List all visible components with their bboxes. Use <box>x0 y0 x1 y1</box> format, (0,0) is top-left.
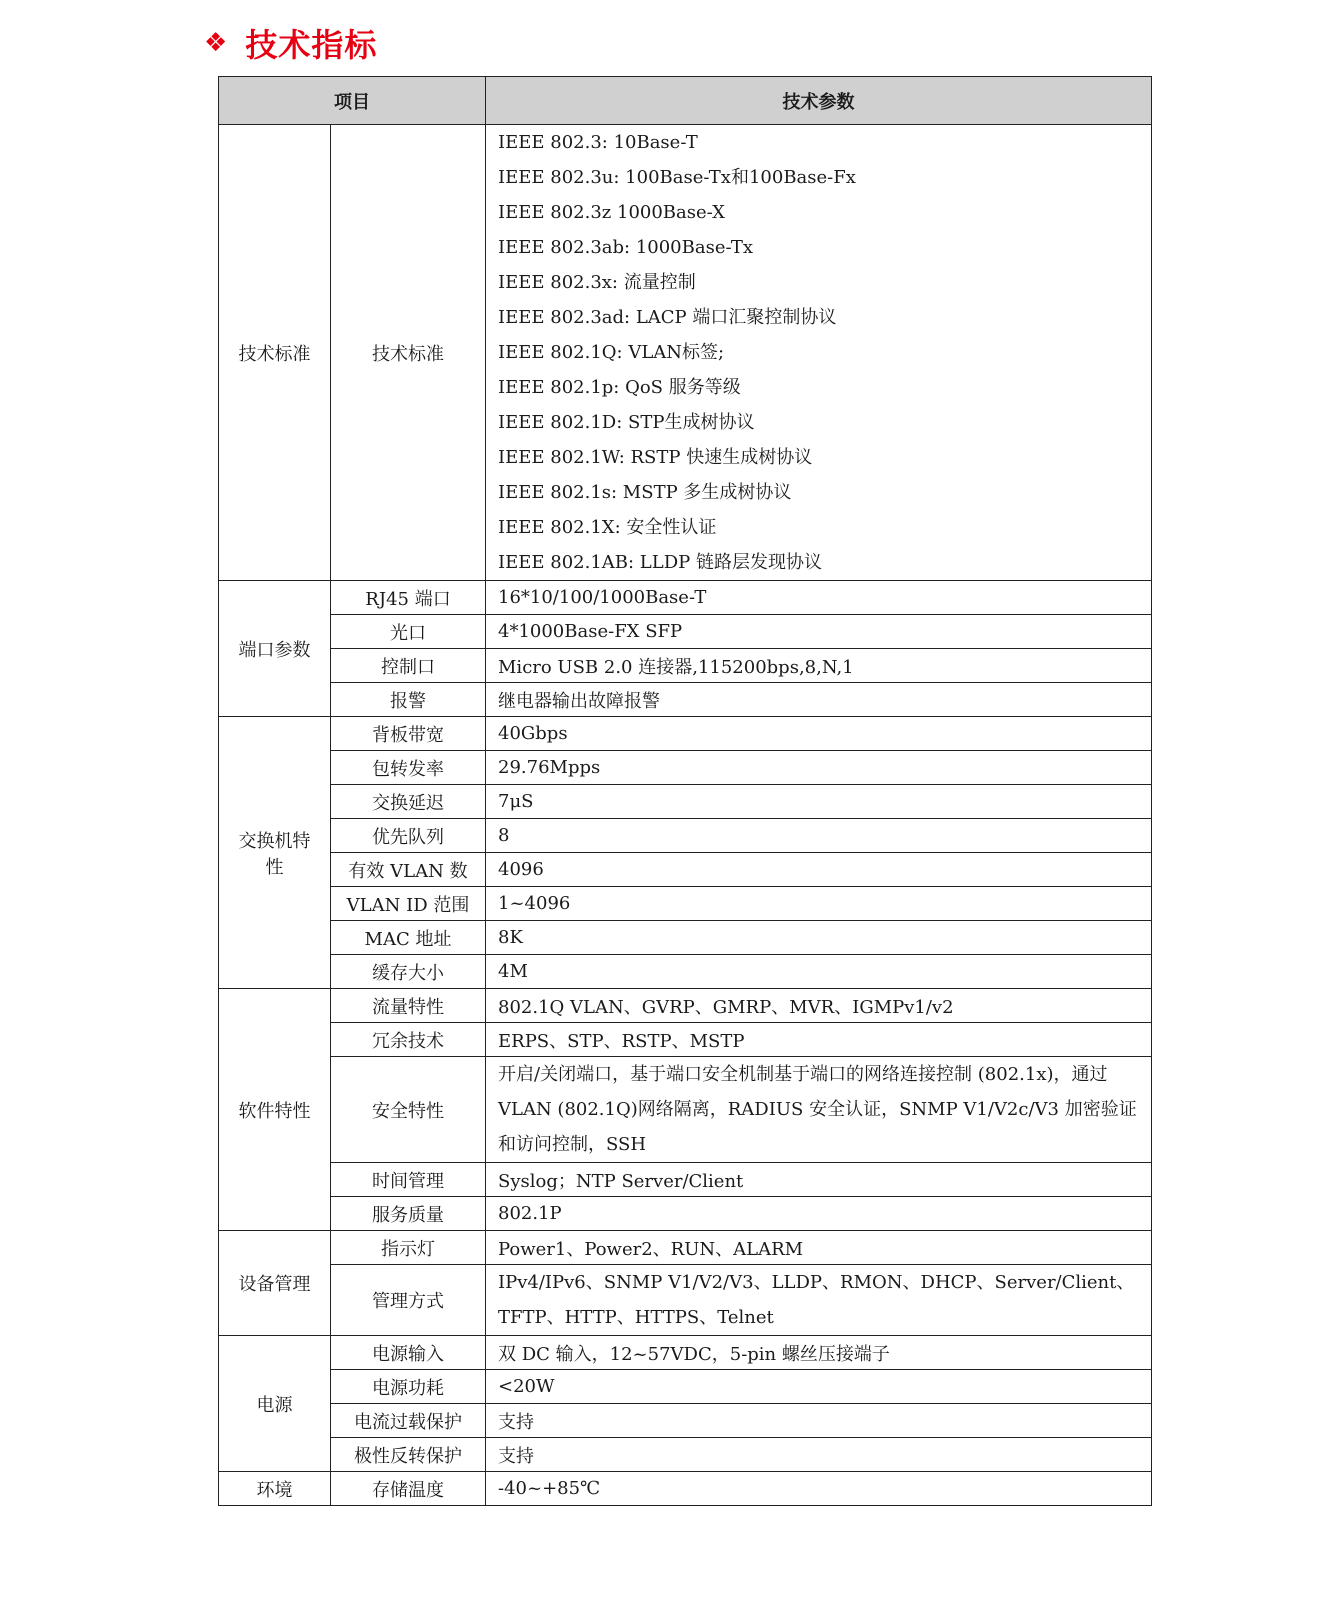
item-cell: 极性反转保护 <box>331 1438 486 1472</box>
table-row <box>219 819 1152 853</box>
standard-line: IEEE 802.1Q: VLAN标签; <box>498 342 725 363</box>
table-row <box>219 1265 1152 1336</box>
table-row <box>219 683 1152 717</box>
standard-line: IEEE 802.3z 1000Base-X <box>498 202 725 223</box>
category-cell: 软件特性 <box>219 989 331 1231</box>
value-cell: 802.1Q VLAN、GVRP、GMRP、MVR、IGMPv1/v2 <box>486 989 1152 1023</box>
table-row <box>219 649 1152 683</box>
value-cell: 16*10/100/1000Base-T <box>486 581 1152 615</box>
table-row <box>219 853 1152 887</box>
value-cell: 支持 <box>486 1404 1152 1438</box>
value-cell: 40Gbps <box>486 717 1152 751</box>
item-cell: MAC 地址 <box>331 921 486 955</box>
table-row <box>219 125 1152 581</box>
value-cell: Syslog；NTP Server/Client <box>486 1163 1152 1197</box>
item-cell: 控制口 <box>331 649 486 683</box>
value-cell: 开启/关闭端口，基于端口安全机制基于端口的网络连接控制 (802.1x)，通过 VLAN (802.1Q)网络隔离，RADIUS 安全认证，SNMP V1/V2c/V3 加密验证和访问控制，SSH <box>486 1057 1152 1163</box>
value-cell: <20W <box>486 1370 1152 1404</box>
diamond-bullet-icon: ❖ <box>204 28 228 58</box>
table-row <box>219 751 1152 785</box>
value-cell: IPv4/IPv6、SNMP V1/V2/V3、LLDP、RMON、DHCP、Server/Client、TFTP、HTTP、HTTPS、Telnet <box>486 1265 1152 1336</box>
table-header-row <box>219 77 1152 125</box>
item-cell: 交换延迟 <box>331 785 486 819</box>
item-cell: 背板带宽 <box>331 717 486 751</box>
category-cell: 环境 <box>219 1472 331 1506</box>
value-cell: Power1、Power2、RUN、ALARM <box>486 1231 1152 1265</box>
standard-line: IEEE 802.1X: 安全性认证 <box>498 517 717 538</box>
item-cell: 流量特性 <box>331 989 486 1023</box>
item-cell: 有效 VLAN 数 <box>331 853 486 887</box>
item-cell: 管理方式 <box>331 1265 486 1336</box>
standard-line: IEEE 802.3x: 流量控制 <box>498 272 696 293</box>
item-cell: 技术标准 <box>331 125 486 581</box>
item-cell: 电源功耗 <box>331 1370 486 1404</box>
item-cell: 时间管理 <box>331 1163 486 1197</box>
value-cell: 8 <box>486 819 1152 853</box>
table-row <box>219 1472 1152 1506</box>
category-cell: 端口参数 <box>219 581 331 717</box>
value-cell: 7μS <box>486 785 1152 819</box>
section-title: 技术指标 <box>245 26 378 64</box>
item-cell: 包转发率 <box>331 751 486 785</box>
spec-table <box>218 76 1152 1506</box>
standard-line: IEEE 802.3u: 100Base-Tx和100Base-Fx <box>498 167 856 188</box>
header-param: 技术参数 <box>486 77 1152 125</box>
value-cell: 4*1000Base-FX SFP <box>486 615 1152 649</box>
value-cell: 1~4096 <box>486 887 1152 921</box>
value-cell: 4M <box>486 955 1152 989</box>
standard-line: IEEE 802.1D: STP生成树协议 <box>498 412 755 433</box>
table-row <box>219 1438 1152 1472</box>
section-heading <box>204 18 377 68</box>
table-row <box>219 1370 1152 1404</box>
table-row <box>219 955 1152 989</box>
value-cell: 支持 <box>486 1438 1152 1472</box>
standard-line: IEEE 802.3: 10Base-T <box>498 132 698 153</box>
header-item: 项目 <box>219 77 486 125</box>
category-cell: 技术标准 <box>219 125 331 581</box>
standard-line: IEEE 802.3ad: LACP 端口汇聚控制协议 <box>498 307 837 328</box>
table-row <box>219 887 1152 921</box>
category-cell: 交换机特性 <box>219 717 331 989</box>
value-cell: 29.76Mpps <box>486 751 1152 785</box>
value-cell: 双 DC 输入，12~57VDC，5-pin 螺丝压接端子 <box>486 1336 1152 1370</box>
item-cell: VLAN ID 范围 <box>331 887 486 921</box>
category-cell: 电源 <box>219 1336 331 1472</box>
item-cell: 电流过载保护 <box>331 1404 486 1438</box>
item-cell: 光口 <box>331 615 486 649</box>
table-row <box>219 615 1152 649</box>
item-cell: 优先队列 <box>331 819 486 853</box>
item-cell: 服务质量 <box>331 1197 486 1231</box>
value-cell: Micro USB 2.0 连接器,115200bps,8,N,1 <box>486 649 1152 683</box>
table-row <box>219 717 1152 751</box>
table-row <box>219 1404 1152 1438</box>
table-row <box>219 1197 1152 1231</box>
item-cell: 指示灯 <box>331 1231 486 1265</box>
table-row <box>219 1163 1152 1197</box>
table-row <box>219 1336 1152 1370</box>
value-cell: 802.1P <box>486 1197 1152 1231</box>
standards-list <box>486 125 1152 581</box>
item-cell: RJ45 端口 <box>331 581 486 615</box>
value-cell: 继电器输出故障报警 <box>486 683 1152 717</box>
item-cell: 冗余技术 <box>331 1023 486 1057</box>
standard-line: IEEE 802.1s: MSTP 多生成树协议 <box>498 482 792 503</box>
table-row <box>219 1231 1152 1265</box>
category-cell: 设备管理 <box>219 1231 331 1336</box>
table-row <box>219 989 1152 1023</box>
value-cell: -40~+85℃ <box>486 1472 1152 1506</box>
table-row <box>219 1057 1152 1163</box>
table-row <box>219 921 1152 955</box>
table-row <box>219 785 1152 819</box>
table-row <box>219 581 1152 615</box>
item-cell: 安全特性 <box>331 1057 486 1163</box>
table-row <box>219 1023 1152 1057</box>
value-cell: ERPS、STP、RSTP、MSTP <box>486 1023 1152 1057</box>
item-cell: 存储温度 <box>331 1472 486 1506</box>
value-cell: 8K <box>486 921 1152 955</box>
item-cell: 缓存大小 <box>331 955 486 989</box>
standard-line: IEEE 802.1p: QoS 服务等级 <box>498 377 741 398</box>
value-cell: 4096 <box>486 853 1152 887</box>
standard-line: IEEE 802.1W: RSTP 快速生成树协议 <box>498 447 813 468</box>
standard-line: IEEE 802.1AB: LLDP 链路层发现协议 <box>498 552 822 573</box>
item-cell: 电源输入 <box>331 1336 486 1370</box>
standard-line: IEEE 802.3ab: 1000Base-Tx <box>498 237 754 258</box>
item-cell: 报警 <box>331 683 486 717</box>
